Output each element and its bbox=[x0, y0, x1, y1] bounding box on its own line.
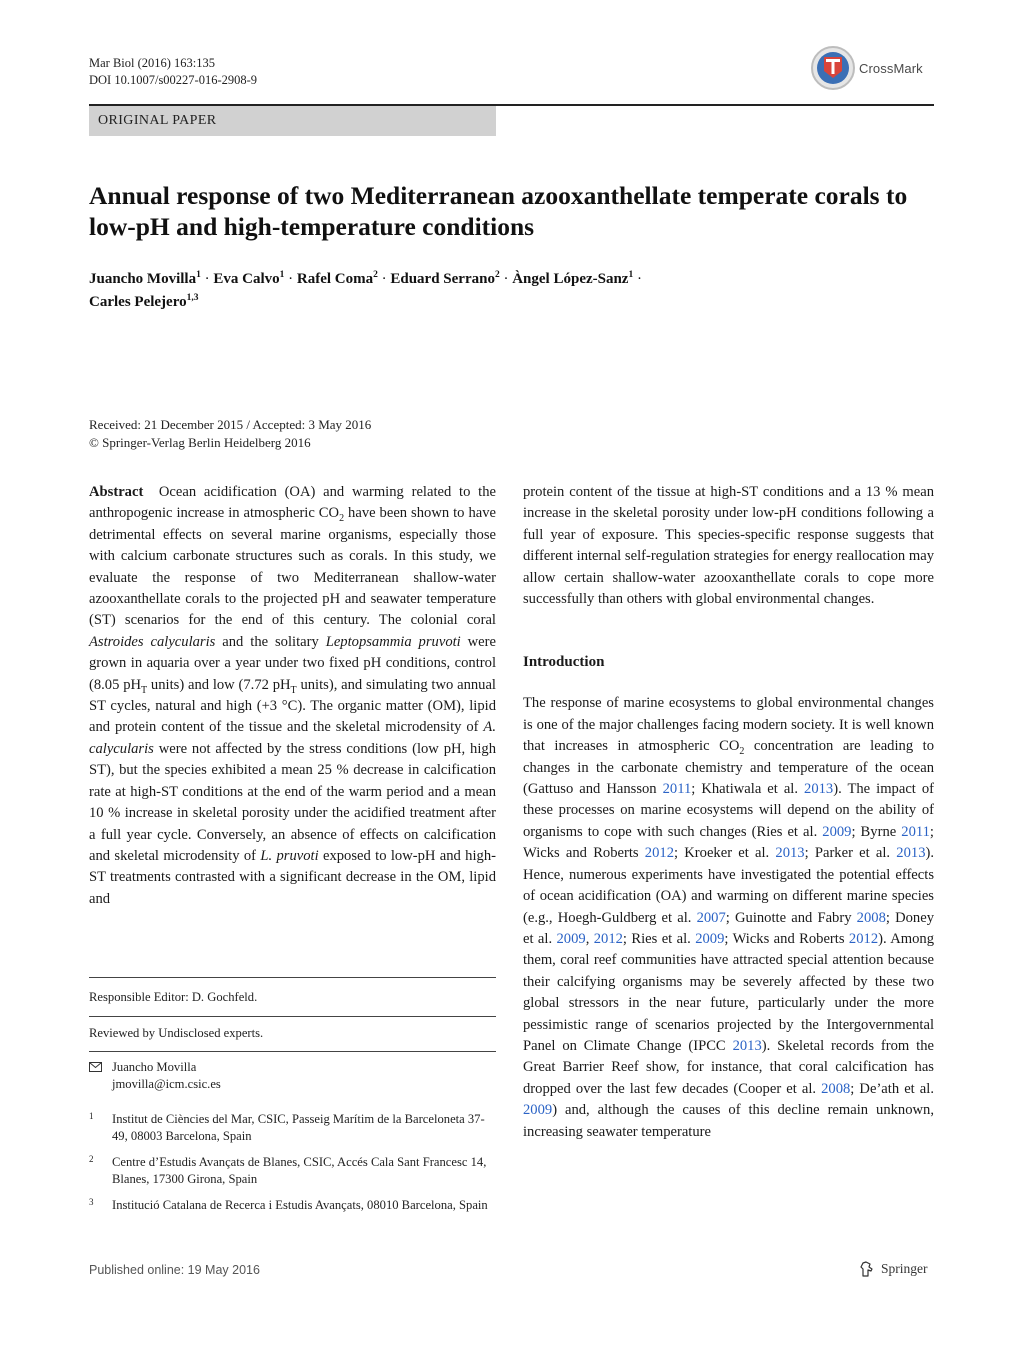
introduction-text bbox=[523, 693, 934, 1143]
abstract-segment: and the solitary bbox=[215, 633, 326, 650]
intro-segment: ; Kroeker et al. bbox=[673, 845, 776, 862]
citation-link[interactable]: 2007 bbox=[696, 909, 726, 926]
intro-segment: ). Skeletal records from the Great Barrier Reef show, for instance, that coral calcification has dropped over the last few decades (Cooper et al. bbox=[523, 1037, 934, 1097]
contact-email[interactable]: jmovilla@icm.csic.es bbox=[112, 1077, 221, 1091]
intro-segment: , bbox=[585, 930, 594, 947]
footnote-rule bbox=[89, 1051, 496, 1052]
intro-segment: ; Wicks and Roberts bbox=[523, 823, 934, 862]
affiliation-number: 1 bbox=[89, 1111, 94, 1121]
citation-link[interactable]: 2009 bbox=[822, 823, 852, 840]
affiliation-text: Institució Catalana de Recerca i Estudis Avançats, 08010 Barcelona, Spain bbox=[112, 1198, 488, 1212]
crossmark-label: CrossMark bbox=[859, 60, 923, 76]
citation-link[interactable]: 2012 bbox=[593, 930, 623, 947]
author-affiliation: 2 bbox=[373, 270, 378, 280]
citation-link[interactable]: 2009 bbox=[695, 930, 725, 947]
citation-link[interactable]: 2013 bbox=[775, 845, 805, 862]
citation-link[interactable]: 2013 bbox=[732, 1037, 762, 1054]
footnote-rule bbox=[89, 977, 496, 978]
citation-link[interactable]: 2011 bbox=[901, 823, 930, 840]
corresponding-author bbox=[89, 1059, 496, 1093]
author-list: Juancho Movilla$^1$ · Eva Calvo$^1$ · Rafel Coma$^2$ · Eduard Serrano$^2$ · Àngel López-Sanz$^1$ · Carles Pelejero$^{1,3}$ bbox=[89, 270, 642, 310]
author-name[interactable]: Eduard Serrano bbox=[390, 271, 495, 287]
author-affiliation: 1,3 bbox=[186, 293, 199, 303]
intro-segment: ; Byrne bbox=[851, 823, 902, 840]
abstract-segment: exposed to low-pH and high-ST treatments contrasted with a significant decrease in the OM, lipid and bbox=[89, 847, 496, 907]
author-affiliation: 2 bbox=[494, 270, 500, 280]
intro-segment: ) and, although the causes of this decline remain unknown, increasing seawater temperature bbox=[523, 1102, 934, 1140]
species-name: L. pruvoti bbox=[260, 847, 319, 864]
citation-link[interactable]: 2012 bbox=[848, 930, 879, 947]
author-affiliation: 1 bbox=[279, 270, 285, 280]
intro-segment: ; De’ath et al. bbox=[850, 1080, 934, 1097]
affiliation-text: Institut de Ciències del Mar, CSIC, Passeig Marítim de la Barceloneta 37-49, 08003 Barcelona, Spain bbox=[112, 1112, 485, 1143]
right-column bbox=[523, 482, 934, 1143]
intro-segment: concentration are leading to changes in the carbonate chemistry and temperature of the ocean (Gattuso and Hansson bbox=[523, 738, 934, 798]
footnote-rule bbox=[89, 1016, 496, 1017]
affiliation-text: Centre d’Estudis Avançats de Blanes, CSIC, Accés Cala Sant Francesc 14, Blanes, 17300 Girona, Spain bbox=[112, 1155, 487, 1186]
journal-citation: Mar Biol (2016) 163:135 bbox=[89, 56, 216, 70]
intro-segment: ; Khatiwala et al. bbox=[691, 781, 805, 798]
envelope-icon bbox=[89, 1062, 102, 1072]
article-dates bbox=[89, 416, 371, 452]
subscript: 2 bbox=[739, 746, 745, 758]
abstract-segment: were not affected by the stress conditions (low pH, high ST), but the species exhibited a mean 25 % decrease in calcification rate at high-ST conditions at the end of the warm period and a mean 10 % increase in skeletal porosity under the acidified treatment after a full year cycle. Conversely, an absence of effects on calcification and skeletal microdensity of bbox=[89, 740, 496, 864]
author-affiliation: 1 bbox=[628, 270, 634, 280]
author-affiliation: 1 bbox=[196, 270, 201, 280]
crossmark-icon bbox=[810, 45, 856, 91]
article-title: Annual response of two Mediterranean azooxanthellate temperate corals to low-pH and high-temperature conditions bbox=[89, 181, 908, 241]
author-name[interactable]: Rafel Coma bbox=[296, 271, 374, 287]
citation-link[interactable]: 2008 bbox=[856, 909, 886, 926]
author-name[interactable]: Eva Calvo bbox=[213, 271, 280, 287]
intro-segment: The response of marine ecosystems to global environmental changes is one of the major challenges facing modern society. It is well known that increases in atmospheric CO bbox=[523, 695, 934, 755]
citation-link[interactable]: 2013 bbox=[804, 781, 834, 798]
intro-segment: ). Among them, coral reef communities have attracted special attention because their calcifying organisms may be severely affected by these two global stressors in the near future, particularly under the more pessimistic range of scenarios projected by the Intergovernmental Panel on Climate Change (IPCC bbox=[523, 930, 934, 1054]
abstract-heading: Abstract bbox=[89, 484, 144, 500]
publisher-name: Springer bbox=[881, 1261, 928, 1276]
author-name[interactable]: Àngel López-Sanz bbox=[512, 271, 629, 287]
affiliation-item bbox=[89, 1154, 496, 1188]
species-name: Leptopsammia pruvoti bbox=[325, 633, 461, 650]
subscript: 2 bbox=[339, 513, 345, 525]
copyright-notice: © Springer-Verlag Berlin Heidelberg 2016 bbox=[89, 435, 311, 450]
citation-link[interactable]: 2009 bbox=[523, 1102, 553, 1119]
published-date: Published online: 19 May 2016 bbox=[89, 1263, 260, 1277]
abstract-column bbox=[89, 482, 496, 910]
intro-segment: ; Guinotte and Fabry bbox=[725, 909, 857, 926]
intro-segment: ). The impact of these processes on marine ecosystems will depend on the ability of organisms to cope with such changes (Ries et al. bbox=[523, 781, 935, 840]
review-note: Reviewed by Undisclosed experts. bbox=[89, 1026, 264, 1040]
intro-segment: ). Hence, numerous experiments have investigated the potential effects of ocean acidification (OA) and warming on different marine species (e.g., Hoegh-Guldberg et al. bbox=[523, 845, 934, 926]
abstract-continuation: protein content of the tissue at high-ST conditions and a 13 % mean increase in the skeletal porosity under low-pH conditions following a full year of exposure. This species-specific response suggests that different internal self-regulation strategies for energy reallocation may allow certain shallow-water azooxanthellate corals to cope more successfully than others with global environmental changes. bbox=[523, 484, 934, 608]
affiliation-item bbox=[89, 1111, 496, 1145]
introduction-heading: Introduction bbox=[523, 654, 605, 671]
contact-name: Juancho Movilla bbox=[112, 1060, 197, 1074]
affiliation-number: 3 bbox=[89, 1197, 94, 1207]
article-type-tag: ORIGINAL PAPER bbox=[89, 106, 496, 136]
citation-link[interactable]: 2012 bbox=[644, 845, 674, 862]
intro-segment: ; Parker et al. bbox=[804, 845, 897, 862]
abstract-segment: units) and low (7.72 pH bbox=[147, 676, 291, 693]
abstract-segment: were grown in aquaria over a year under two fixed pH conditions, control (8.05 pH bbox=[89, 633, 496, 693]
abstract-text bbox=[89, 482, 496, 910]
responsible-editor: Responsible Editor: D. Gochfeld. bbox=[89, 990, 258, 1004]
citation-link[interactable]: 2013 bbox=[896, 845, 926, 862]
species-name: Astroides calycularis bbox=[89, 633, 216, 650]
affiliation-item bbox=[89, 1197, 496, 1214]
received-accepted-dates: Received: 21 December 2015 / Accepted: 3 May 2016 bbox=[89, 417, 372, 432]
affiliation-number: 2 bbox=[89, 1154, 94, 1164]
species-name: A. calycularis bbox=[89, 719, 496, 757]
author-name[interactable]: Juancho Movilla bbox=[89, 271, 197, 287]
abstract-segment: Ocean acidification (OA) and warming related to the anthropogenic increase in atmospheric CO bbox=[89, 484, 496, 522]
citation-link[interactable]: 2008 bbox=[821, 1080, 851, 1097]
subscript: T bbox=[141, 684, 148, 696]
doi[interactable]: DOI 10.1007/s00227-016-2908-9 bbox=[89, 73, 258, 87]
intro-segment: ; Wicks and Roberts bbox=[724, 930, 849, 947]
citation-link[interactable]: 2011 bbox=[662, 781, 692, 798]
crossmark-badge[interactable] bbox=[810, 42, 934, 94]
subscript: T bbox=[290, 684, 297, 696]
citation-link[interactable]: 2009 bbox=[556, 930, 586, 947]
intro-segment: ; Ries et al. bbox=[622, 930, 696, 947]
abstract-segment: units), and simulating two annual ST cycles, natural and high (+3 °C). The organic matter (OM), lipid and protein content of the tissue and the skeletal microdensity of bbox=[89, 676, 496, 736]
author-name[interactable]: Carles Pelejero bbox=[89, 294, 187, 310]
intro-segment: ; Doney et al. bbox=[523, 909, 934, 947]
journal-reference bbox=[89, 55, 257, 89]
abstract-segment: have been shown to have detrimental effects on several marine organisms, especially those with calcium carbonate structures such as corals. In this study, we evaluate the response of two Mediterranean shallow-water azooxanthellate corals to the projected pH and seawater temperature (ST) scenarios for the end of this century. The colonial coral bbox=[89, 505, 496, 629]
springer-horse-icon bbox=[858, 1260, 876, 1278]
publisher-logo[interactable] bbox=[858, 1260, 928, 1278]
